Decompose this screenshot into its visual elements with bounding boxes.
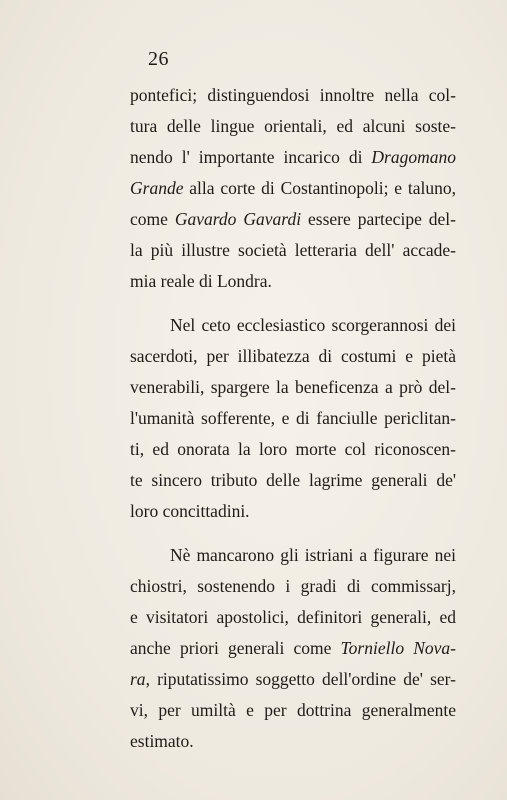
text-line: e visitatori apostolici, definitori generali, ed — [130, 607, 456, 627]
paragraph-2 — [130, 310, 456, 527]
text-line: Nel ceto ecclesiastico scorgerannosi dei — [170, 315, 456, 335]
text-line: ti, ed onorata la loro morte col riconoscen- — [130, 439, 456, 459]
text-line: vi, per umiltà e per dottrina generalmente — [130, 700, 456, 720]
text-line: anche priori generali come Torniello Nova- — [130, 638, 457, 658]
text-line: l'umanità sofferente, e di fanciulle periclitan- — [130, 408, 456, 428]
text-line: come Gavardo Gavardi essere partecipe del- — [130, 209, 456, 229]
text-line: ra, riputatissimo soggetto dell'ordine de' ser- — [130, 669, 456, 689]
text-line: te sincero tributo delle lagrime generali de' — [130, 470, 456, 490]
italic-name: Gavardo Gavardi — [174, 209, 302, 229]
paragraph-3 — [130, 540, 456, 757]
text-line: chiostri, sostenendo i gradi di commissarj, — [130, 576, 456, 596]
text-line: mia reale di Londra. — [130, 271, 272, 291]
text-line: pontefici; distinguendosi innoltre nella col- — [130, 85, 456, 105]
text-line: la più illustre società letteraria dell' accade- — [130, 240, 456, 260]
italic-name: Torniello Nova- — [340, 638, 457, 658]
text-line: loro concittadini. — [130, 501, 250, 521]
italic-term: Dragomano — [371, 147, 456, 167]
text-line: Nè mancarono gli istriani a figurare nei — [170, 545, 456, 565]
text-line: sacerdoti, per illibatezza di costumi e pietà — [130, 346, 456, 366]
text-line: nendo l' importante incarico di Dragomano — [130, 147, 456, 167]
text-line: Grande alla corte di Costantinopoli; e taluno, — [130, 178, 456, 198]
text-line: estimato. — [130, 731, 194, 751]
page-number: 26 — [148, 48, 169, 70]
italic-term: Grande — [130, 178, 184, 198]
text-line: tura delle lingue orientali, ed alcuni soste- — [130, 116, 456, 136]
paragraph-1 — [130, 80, 456, 297]
body-text — [130, 80, 456, 757]
text-line: venerabili, spargere la beneficenza a prò del- — [130, 377, 456, 397]
italic-name: ra — [130, 669, 146, 689]
